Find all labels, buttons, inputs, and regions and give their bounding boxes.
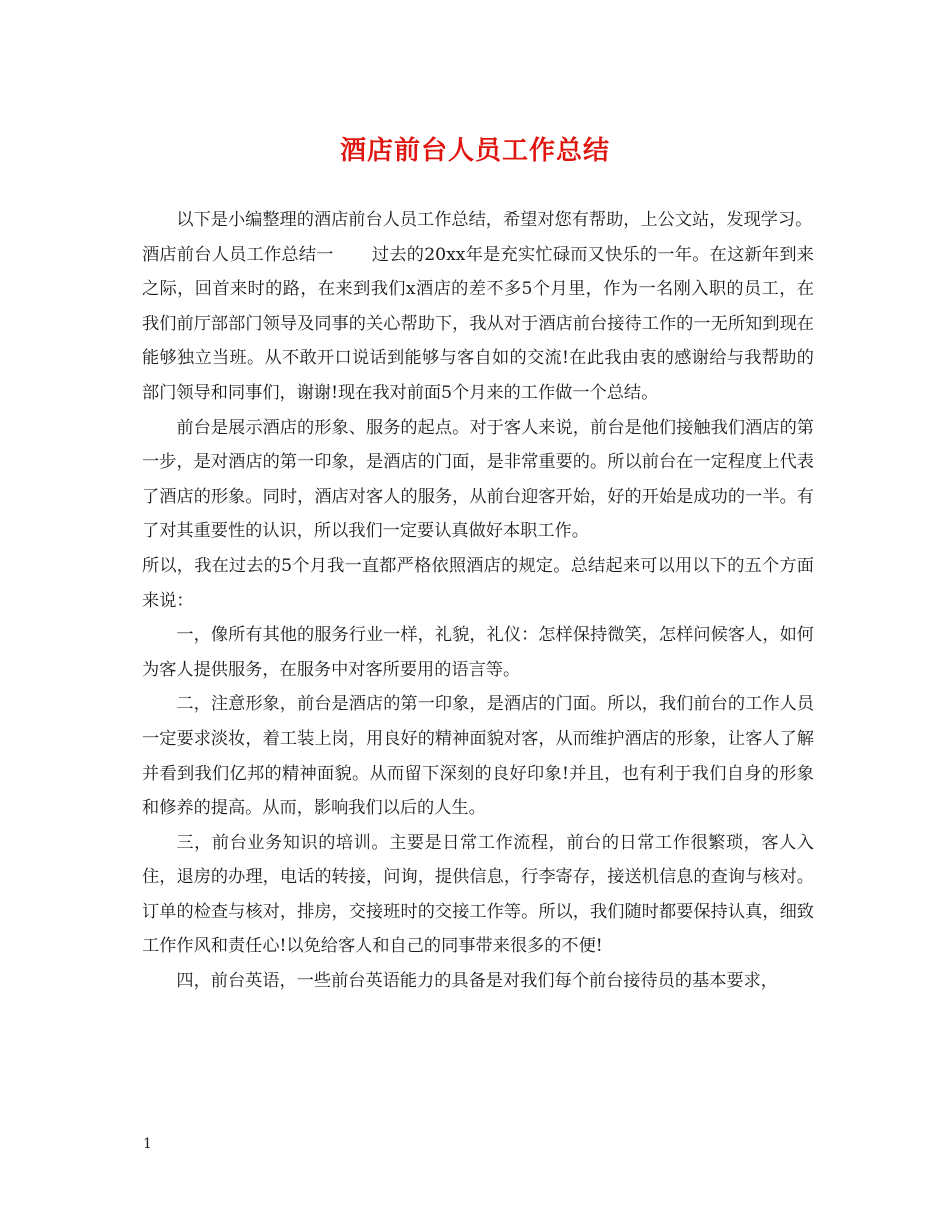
section-paragraph-1	[142, 238, 814, 411]
intro-paragraph: 以下是小编整理的酒店前台人员工作总结，希望对您有帮助，上公文站，发现学习。	[176, 210, 813, 230]
page-title: 酒店前台人员工作总结	[339, 136, 610, 166]
paragraph-point-three: 三，前台业务知识的培训。主要是日常工作流程，前台的日常工作很繁琐，客人入住，退房的办理，电话的转接，问询，提供信息，行李寄存，接送机信息的查询与核对。订单的检查与核对，排房，交接班时的交接工作等。所以，我们随时都要保持认真，细致工作作风和责任心!以免给客人和自己的同事带来很多的不便!	[142, 832, 814, 957]
paragraph-point-two: 二，注意形象，前台是酒店的第一印象，是酒店的门面。所以，我们前台的工作人员一定要求淡妆，着工装上岗，用良好的精神面貌对客，从而维护酒店的形象，让客人了解并看到我们亿邦的精神面貌。从而留下深刻的良好印象!并且，也有利于我们自身的形象和修养的提高。从而，影响我们以后的人生。	[142, 694, 814, 819]
document-body	[142, 203, 814, 999]
paragraph-point-one: 一，像所有其他的服务行业一样，礼貌，礼仪：怎样保持微笑，怎样问候客人，如何为客人提供服务，在服务中对客所要用的语言等。	[142, 625, 814, 680]
paragraph-point-four: 四，前台英语，一些前台英语能力的具备是对我们每个前台接待员的基本要求，	[176, 971, 778, 992]
paragraph-summary-intro: 所以，我在过去的5个月我一直都严格依照酒店的规定。总结起来可以用以下的五个方面来说：	[142, 555, 814, 611]
page-number: 1	[143, 1136, 152, 1152]
paragraph-front-desk-role: 前台是展示酒店的形象、服务的起点。对于客人来说，前台是他们接触我们酒店的第一步，是对酒店的第一印象，是酒店的门面，是非常重要的。所以前台在一定程度上代表了酒店的形象。同时，酒店对客人的服务，从前台迎客开始，好的开始是成功的一半。有了对其重要性的认识，所以我们一定要认真做好本职工作。	[142, 417, 814, 542]
section-heading: 酒店前台人员工作总结一	[142, 244, 334, 265]
paragraph-text: 过去的20xx年是充实忙碌而又快乐的一年。在这新年到来之际，回首来时的路，在来到我们x酒店的差不多5个月里，作为一名刚入职的员工，在我们前厅部部门领导及同事的关心帮助下，我从对于酒店前台接待工作的一无所知到现在能够独立当班。从不敢开口说话到能够与客自如的交流!在此我由衷的感谢给与我帮助的部门领导和同事们，谢谢!现在我对前面5个月来的工作做一个总结。	[142, 244, 814, 403]
